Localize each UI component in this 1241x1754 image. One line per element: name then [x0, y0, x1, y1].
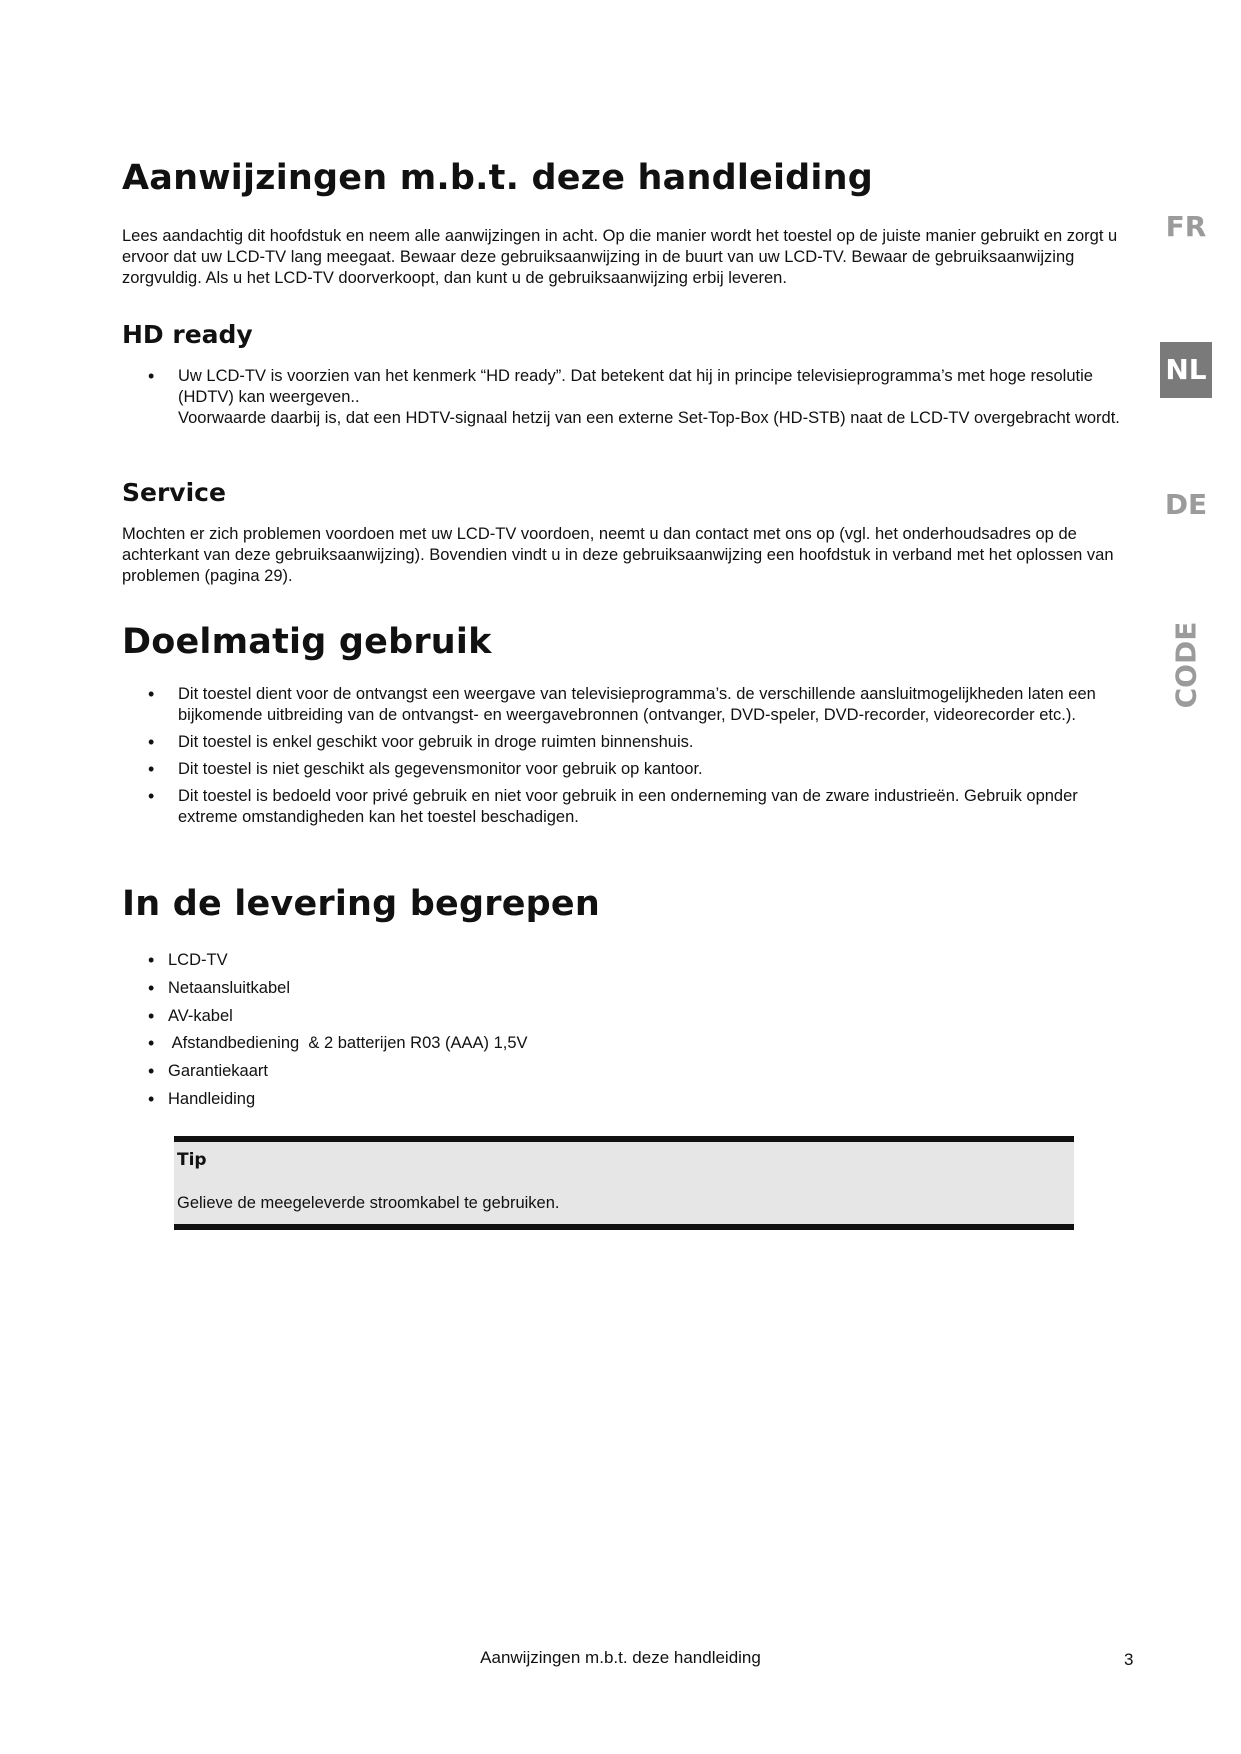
hd-ready-heading: HD ready — [122, 320, 253, 349]
list-item: • LCD-TV — [122, 950, 1132, 971]
list-item: • Dit toestel is niet geschikt als gegevensmonitor voor gebruik op kantoor. — [122, 759, 1132, 780]
list-item: • Handleiding — [122, 1089, 1132, 1110]
levering-list — [122, 950, 1132, 1117]
doelmatig-heading: Doelmatig gebruik — [122, 622, 492, 662]
intro-paragraph: Lees aandachtig dit hoofdstuk en neem alle aanwijzingen in acht. Op die manier wordt het toestel op de juiste manier gebruikt en zorgt u ervoor dat uw LCD-TV lang meegaat. Bewaar deze gebruiksaanwijzing in de buurt van uw LCD-TV. Bewaar de gebruiksaanwijzing zorgvuldig. Als u het LCD-TV doorverkoopt, dan kunt u de gebruiksaanwijzing erbij leveren. — [122, 227, 1118, 287]
list-item: • Garantiekaart — [122, 1061, 1132, 1082]
page-number: 3 — [1124, 1650, 1134, 1669]
language-tab-fr[interactable]: FR — [1165, 210, 1207, 243]
list-item: • AV-kabel — [122, 1006, 1132, 1027]
service-paragraph: Mochten er zich problemen voordoen met uw LCD-TV voordoen, neemt u dan contact met ons op (vgl. het onderhoudsadres op de achterkant van deze gebruiksaanwijzing). Bovendien vindt u in deze gebruiksaanwijzing een hoofdstuk in verband met het oplossen van problemen (pagina 29). — [122, 525, 1114, 585]
list-item: • Dit toestel is bedoeld voor privé gebruik en niet voor gebruik in een onderneming van de zware industrieën. Gebruik opnder extreme omstandigheden kan het toestel beschadigen. — [122, 786, 1132, 828]
footer-title: Aanwijzingen m.b.t. deze handleiding — [480, 1648, 761, 1667]
list-item: • Afstandbediening & 2 batterijen R03 (AAA) 1,5V — [122, 1033, 1132, 1054]
hd-ready-list — [122, 366, 1132, 429]
list-item: • Dit toestel dient voor de ontvangst een weergave van televisieprogramma’s. de verschillende aansluitmogelijkheden laten een bijkomende uitbreiding van de ontvangst- en weergavebronnen (ontvanger, DVD-speler, DVD-recorder, videorecorder etc.). — [122, 684, 1132, 726]
tip-title: Tip — [177, 1150, 207, 1170]
doelmatig-list — [122, 684, 1132, 834]
hd-ready-text-2: Voorwaarde daarbij is, dat een HDTV-signaal hetzij van een externe Set-Top-Box (HD-STB) naat de LCD-TV overgebracht wordt. — [178, 409, 1120, 427]
tip-box — [174, 1136, 1074, 1230]
levering-heading: In de levering begrepen — [122, 884, 600, 924]
list-item: • Dit toestel is enkel geschikt voor gebruik in droge ruimten binnenshuis. — [122, 732, 1132, 753]
language-tab-nl[interactable]: NL — [1160, 342, 1212, 398]
list-item — [122, 366, 1132, 429]
language-tab-code[interactable] — [1160, 620, 1212, 710]
page-title: Aanwijzingen m.b.t. deze handleiding — [122, 158, 874, 198]
tip-text: Gelieve de meegeleverde stroomkabel te gebruiken. — [177, 1194, 560, 1212]
language-tab-de[interactable]: DE — [1164, 488, 1208, 521]
list-item: • Netaansluitkabel — [122, 978, 1132, 999]
hd-ready-text-1: • Uw LCD-TV is voorzien van het kenmerk “HD ready”. Dat betekent dat hij in principe televisieprogramma’s met hoge resolutie (HDTV) kan weergeven.. — [178, 367, 1093, 406]
service-heading: Service — [122, 478, 226, 507]
language-tab-code-label: CODE — [1169, 621, 1203, 709]
